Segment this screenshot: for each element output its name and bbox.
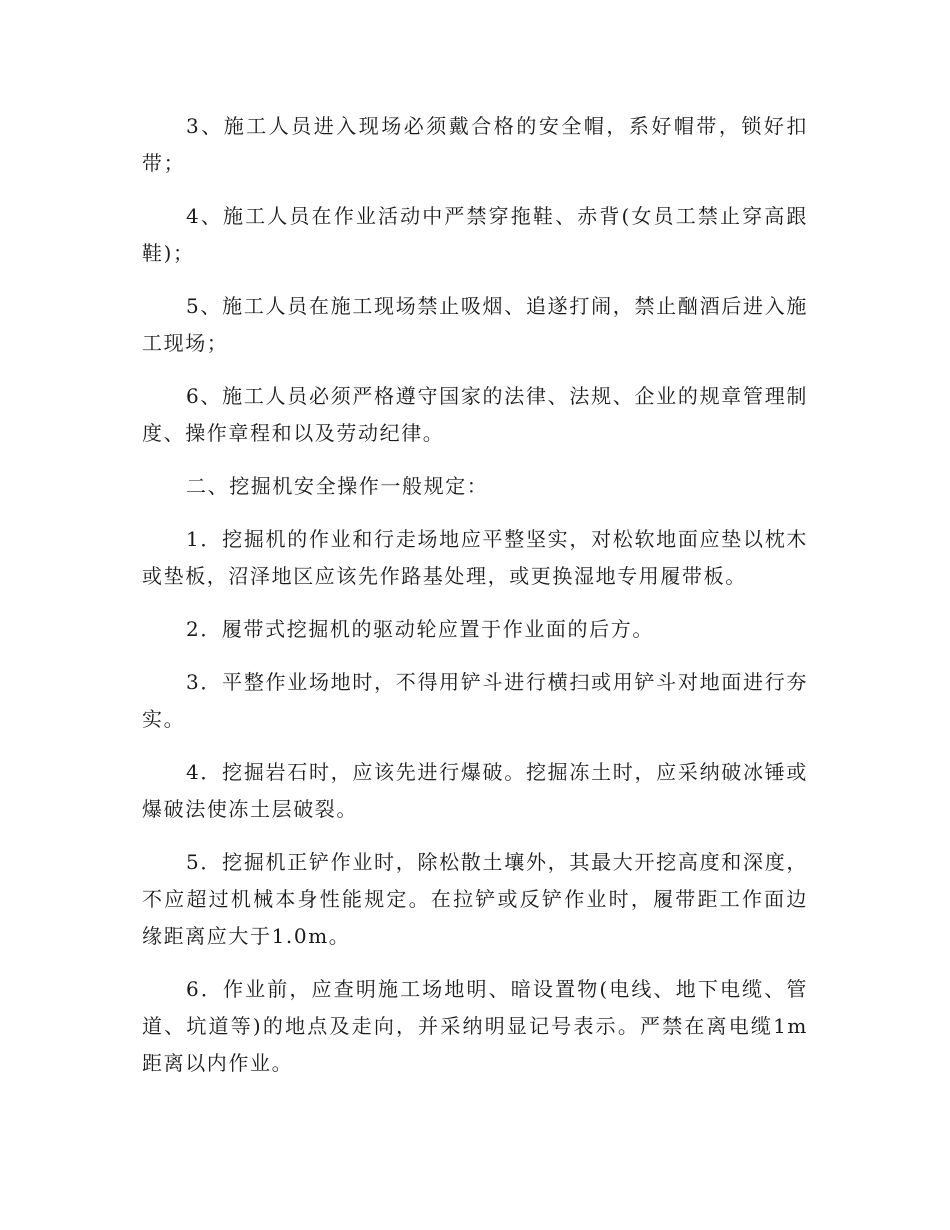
document-body — [142, 108, 808, 1098]
paragraph-rule-5: 5．挖掘机正铲作业时，除松散土壤外，其最大开挖高度和深度，不应超过机械本身性能规定。在拉铲或反铲作业时，履带距工作面边缘距离应大于1.0m。 — [142, 850, 808, 948]
paragraph-rule-4: 4．挖掘岩石时，应该先进行爆破。挖掘冻土时，应采纳破冰锤或爆破法使冻土层破裂。 — [142, 760, 808, 821]
paragraph-obey-laws: 6、施工人员必须严格遵守国家的法律、法规、企业的规章管理制度、操作章程和以及劳动纪律。 — [142, 384, 808, 445]
section-heading: 二、挖掘机安全操作一般规定： — [186, 474, 489, 498]
paragraph-no-slippers: 4、施工人员在作业活动中严禁穿拖鞋、赤背(女员工禁止穿高跟鞋)； — [142, 204, 808, 265]
paragraph-rule-3: 3．平整作业场地时，不得用铲斗进行横扫或用铲斗对地面进行夯实。 — [142, 670, 808, 731]
paragraph-no-smoking: 5、施工人员在施工现场禁止吸烟、追遂打闹，禁止酗酒后进入施工现场； — [142, 294, 808, 355]
paragraph-safety-helmet: 3、施工人员进入现场必须戴合格的安全帽，系好帽带，锁好扣带； — [142, 114, 808, 175]
paragraph-rule-6: 6．作业前，应查明施工场地明、暗设置物(电线、地下电缆、管道、坑道等)的地点及走向，并采纳明显记号表示。严禁在离电缆1m距离以内作业。 — [142, 977, 808, 1075]
paragraph-rule-2: 2．履带式挖掘机的驱动轮应置于作业面的后方。 — [186, 617, 654, 641]
paragraph-rule-1: 1．挖掘机的作业和行走场地应平整坚实，对松软地面应垫以枕木或垫板，沼泽地区应该先作路基处理，或更换湿地专用履带板。 — [142, 527, 808, 588]
